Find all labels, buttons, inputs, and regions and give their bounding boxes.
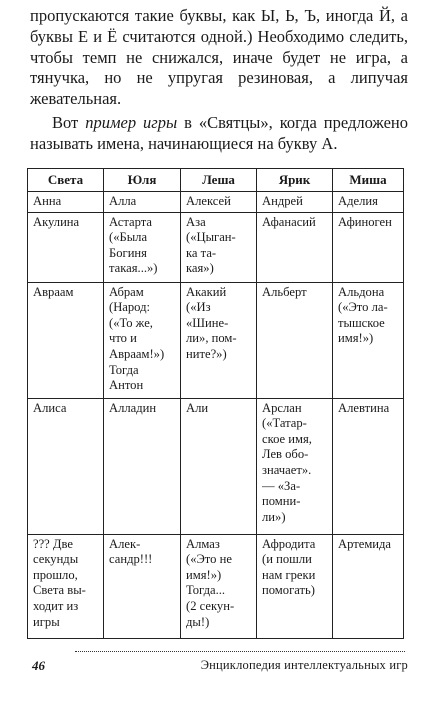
table-row bbox=[28, 282, 404, 398]
table-row bbox=[28, 398, 404, 534]
cell-text: Альдона («Это ла- тышское имя!») bbox=[338, 284, 388, 346]
cell-text: Андрей bbox=[262, 193, 303, 208]
paragraph-example-intro bbox=[30, 113, 408, 155]
cell-text: Афанасий bbox=[262, 214, 316, 229]
paragraph-rules: пропускаются такие буквы, как Ы, Ь, Ъ, иногда Й, а буквы Е и Ё считаются одной.) Необходимо следить, чтобы темп не снижался, иначе будет не игра, а тянучка, но не упругая резиновая, а липучая жевательная. bbox=[30, 6, 408, 109]
table-cell bbox=[104, 534, 181, 638]
table-cell bbox=[28, 534, 104, 638]
table-cell bbox=[257, 191, 333, 212]
table-header-row bbox=[28, 169, 404, 192]
column-header-sveta: Света bbox=[28, 169, 104, 192]
cell-text: Афиноген bbox=[338, 214, 392, 229]
cell-text: Артемида bbox=[338, 536, 392, 551]
table-cell bbox=[181, 212, 257, 282]
table-cell bbox=[333, 212, 404, 282]
table-cell bbox=[181, 191, 257, 212]
table-cell bbox=[104, 282, 181, 398]
table-cell bbox=[257, 398, 333, 534]
column-header-lesha: Леша bbox=[181, 169, 257, 192]
cell-text: Алевтина bbox=[338, 400, 390, 415]
cell-text: Акулина bbox=[33, 214, 80, 229]
table-cell bbox=[333, 191, 404, 212]
cell-text: Али bbox=[186, 400, 209, 415]
table-cell bbox=[333, 282, 404, 398]
table-row bbox=[28, 191, 404, 212]
table-cell bbox=[181, 282, 257, 398]
cell-text: Аза («Цыган- ка та- кая») bbox=[186, 214, 236, 276]
paragraph-example-start: Вот bbox=[52, 113, 86, 132]
cell-text: Алексей bbox=[186, 193, 231, 208]
column-header-yulya: Юля bbox=[104, 169, 181, 192]
cell-text: Алмаз («Это не имя!») Тогда... (2 секун- ды!) bbox=[186, 536, 235, 629]
table-cell bbox=[333, 398, 404, 534]
cell-text: Альберт bbox=[262, 284, 307, 299]
table-cell bbox=[28, 282, 104, 398]
cell-text: Акакий («Из «Шине- ли», пом- ните?») bbox=[186, 284, 237, 361]
table-cell bbox=[181, 398, 257, 534]
table-row bbox=[28, 534, 404, 638]
table-cell bbox=[333, 534, 404, 638]
table-cell bbox=[104, 191, 181, 212]
cell-text: Аделия bbox=[338, 193, 378, 208]
cell-text: Алла bbox=[109, 193, 137, 208]
cell-text: ??? Две секунды прошло, Света вы- ходит из игры bbox=[33, 536, 86, 629]
footer-divider bbox=[75, 651, 405, 652]
table-cell bbox=[181, 534, 257, 638]
table-cell bbox=[104, 212, 181, 282]
page-number: 46 bbox=[32, 658, 45, 673]
cell-text: Алек- сандр!!! bbox=[109, 536, 153, 567]
table-cell bbox=[28, 212, 104, 282]
table-cell bbox=[104, 398, 181, 534]
cell-text: Арслан («Татар- ское имя, Лев обо- значает». — «За- помни- ли») bbox=[262, 400, 312, 524]
paragraph-example-end: в «Святцы», когда предложено называть имена, начинающиеся на букву А. bbox=[30, 113, 409, 153]
names-game-table bbox=[27, 168, 404, 639]
column-header-misha: Миша bbox=[333, 169, 404, 192]
cell-text: Алиса bbox=[33, 400, 67, 415]
cell-text: Абрам (Народ: («То же, что и Авраам!») Тогда Антон bbox=[109, 284, 165, 393]
table-cell bbox=[257, 282, 333, 398]
cell-text: Афродита (и пошли нам греки помогать) bbox=[262, 536, 316, 598]
running-title: Энциклопедия интеллектуальных игр bbox=[200, 658, 408, 672]
table-cell bbox=[28, 191, 104, 212]
table-cell bbox=[28, 398, 104, 534]
cell-text: Астарта («Была Богиня такая...») bbox=[109, 214, 158, 276]
column-header-yarik: Ярик bbox=[257, 169, 333, 192]
paragraph-example-emphasis: пример игры bbox=[85, 113, 178, 132]
cell-text: Авраам bbox=[33, 284, 74, 299]
table-row bbox=[28, 212, 404, 282]
table-cell bbox=[257, 212, 333, 282]
cell-text: Алладин bbox=[109, 400, 157, 415]
cell-text: Анна bbox=[33, 193, 62, 208]
table-cell bbox=[257, 534, 333, 638]
